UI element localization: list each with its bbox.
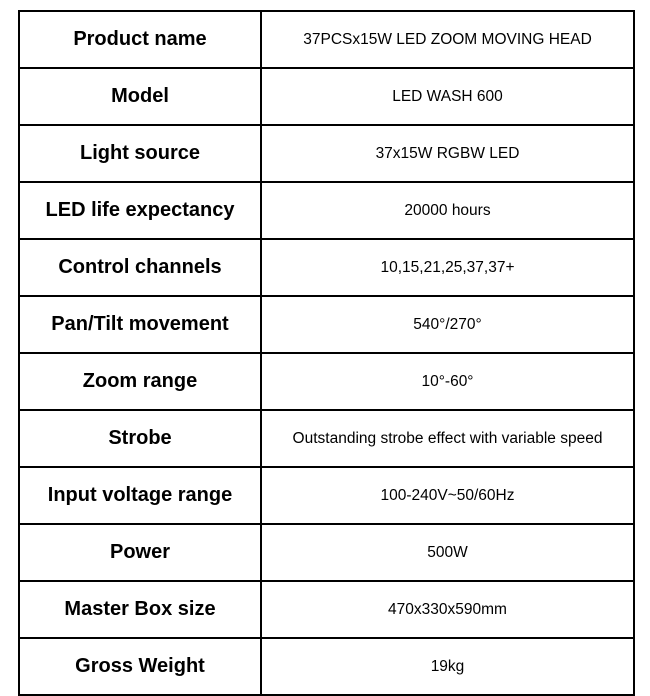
spec-value: 20000 hours xyxy=(261,182,634,239)
spec-value: 37x15W RGBW LED xyxy=(261,125,634,182)
spec-value: LED WASH 600 xyxy=(261,68,634,125)
spec-label: Light source xyxy=(19,125,261,182)
spec-value: 10°-60° xyxy=(261,353,634,410)
table-row xyxy=(19,467,634,524)
table-row xyxy=(19,581,634,638)
table-row xyxy=(19,239,634,296)
table-row xyxy=(19,296,634,353)
spec-label: Zoom range xyxy=(19,353,261,410)
spec-value: 500W xyxy=(261,524,634,581)
spec-value: 540°/270° xyxy=(261,296,634,353)
spec-label: Strobe xyxy=(19,410,261,467)
spec-value: 37PCSx15W LED ZOOM MOVING HEAD xyxy=(261,11,634,68)
table-row xyxy=(19,68,634,125)
table-row xyxy=(19,638,634,695)
table-row xyxy=(19,182,634,239)
spec-label: Control channels xyxy=(19,239,261,296)
spec-label: Master Box size xyxy=(19,581,261,638)
spec-label: Power xyxy=(19,524,261,581)
spec-label: LED life expectancy xyxy=(19,182,261,239)
table-row xyxy=(19,125,634,182)
table-row xyxy=(19,353,634,410)
table-row xyxy=(19,524,634,581)
table-row xyxy=(19,11,634,68)
spec-label: Input voltage range xyxy=(19,467,261,524)
spec-value: Outstanding strobe effect with variable speed xyxy=(261,410,634,467)
spec-table xyxy=(18,10,635,696)
spec-value: 470x330x590mm xyxy=(261,581,634,638)
spec-label: Pan/Tilt movement xyxy=(19,296,261,353)
spec-label: Model xyxy=(19,68,261,125)
spec-value: 19kg xyxy=(261,638,634,695)
spec-label: Product name xyxy=(19,11,261,68)
spec-value: 100-240V~50/60Hz xyxy=(261,467,634,524)
spec-value: 10,15,21,25,37,37+ xyxy=(261,239,634,296)
spec-label: Gross Weight xyxy=(19,638,261,695)
table-row xyxy=(19,410,634,467)
